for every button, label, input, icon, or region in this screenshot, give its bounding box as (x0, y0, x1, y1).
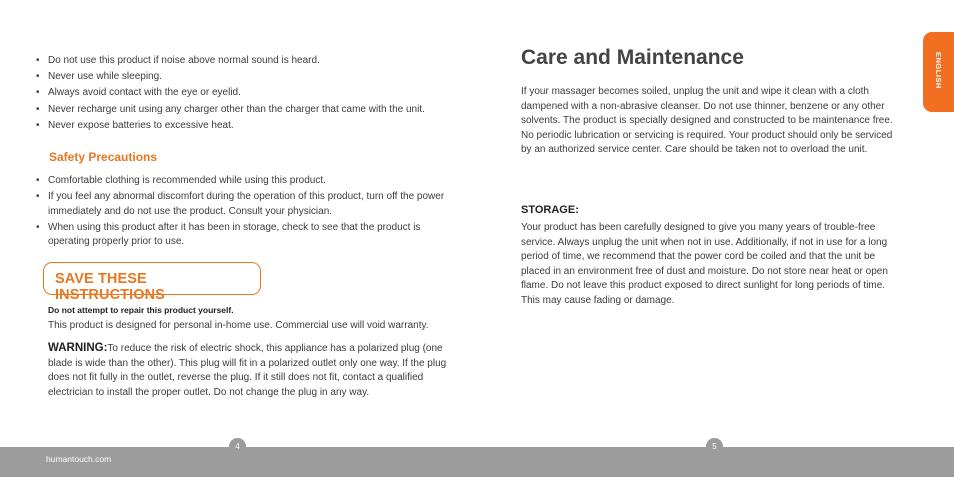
list-item: • Never expose batteries to excessive heat. (36, 119, 466, 134)
repair-warning-title: Do not attempt to repair this product yourself. (48, 305, 234, 315)
footer-bar (0, 442, 954, 477)
care-paragraph: If your massager becomes soiled, unplug the unit and wipe it clean with a cloth dampened with a non-abrasive cleanser. Do not use thinner, benzene or any other solvents. The product is specially designed and constructed to be maintenance free. No periodic lubrication or servicing is required. Your product should only be serviced by an authorized service center. Care should be taken not to overload the unit. (521, 86, 893, 156)
list-item: • When using this product after it has been in storage, check to see that the product is operating properly prior to use. (36, 221, 456, 250)
list-item: • Never recharge unit using any charger other than the charger that came with the unit. (36, 103, 466, 118)
list-item: • Always avoid contact with the eye or eyelid. (36, 86, 466, 101)
warning-label: WARNING: (48, 342, 108, 354)
language-tab (923, 32, 954, 112)
safety-list (36, 174, 456, 252)
storage-heading: STORAGE: (521, 204, 579, 216)
language-tab-label: ENGLISH (934, 52, 943, 89)
repair-warning-text: This product is designed for personal in-home use. Commercial use will void warranty. (48, 320, 429, 331)
page-title: Care and Maintenance (521, 46, 744, 69)
save-instructions-label: SAVE THESE INSTRUCTIONS (55, 271, 165, 303)
page-number-right: 5 (706, 438, 723, 455)
list-item: • Do not use this product if noise above normal sound is heard. (36, 54, 466, 69)
warning-text: To reduce the risk of electric shock, this appliance has a polarized plug (one blade is wide than the other). This plug will fit in a polarized outlet only one way. If the plug does not fit fully in the outlet, reverse the plug. If it still does not fit, contact a qualified electrician to install the proper outlet. Do not change the plug in any way. (48, 343, 447, 398)
footer-url: humantouch.com (46, 454, 112, 464)
storage-paragraph: Your product has been carefully designed to give you many years of trouble-free service. Always unplug the unit when not in use. Additionally, if not in use for a long period of time, we recommend that the power cord be coiled and that the unit be placed in an environment free of dust and moisture. Do not store near heat or open flame. Do not leave this product exposed to direct sunlight for long periods of time. This may cause fading or damage. (521, 222, 888, 306)
list-item: • If you feel any abnormal discomfort during the operation of this product, turn off the power immediately and do not use the product. Consult your physician. (36, 190, 456, 219)
warning-paragraph (48, 341, 460, 400)
list-item: • Never use while sleeping. (36, 70, 466, 85)
save-instructions-box (43, 262, 261, 303)
list-item: • Comfortable clothing is recommended while using this product. (36, 174, 456, 189)
page-number-left: 4 (229, 438, 246, 455)
caution-list (36, 54, 466, 135)
safety-precautions-heading: Safety Precautions (49, 150, 158, 164)
